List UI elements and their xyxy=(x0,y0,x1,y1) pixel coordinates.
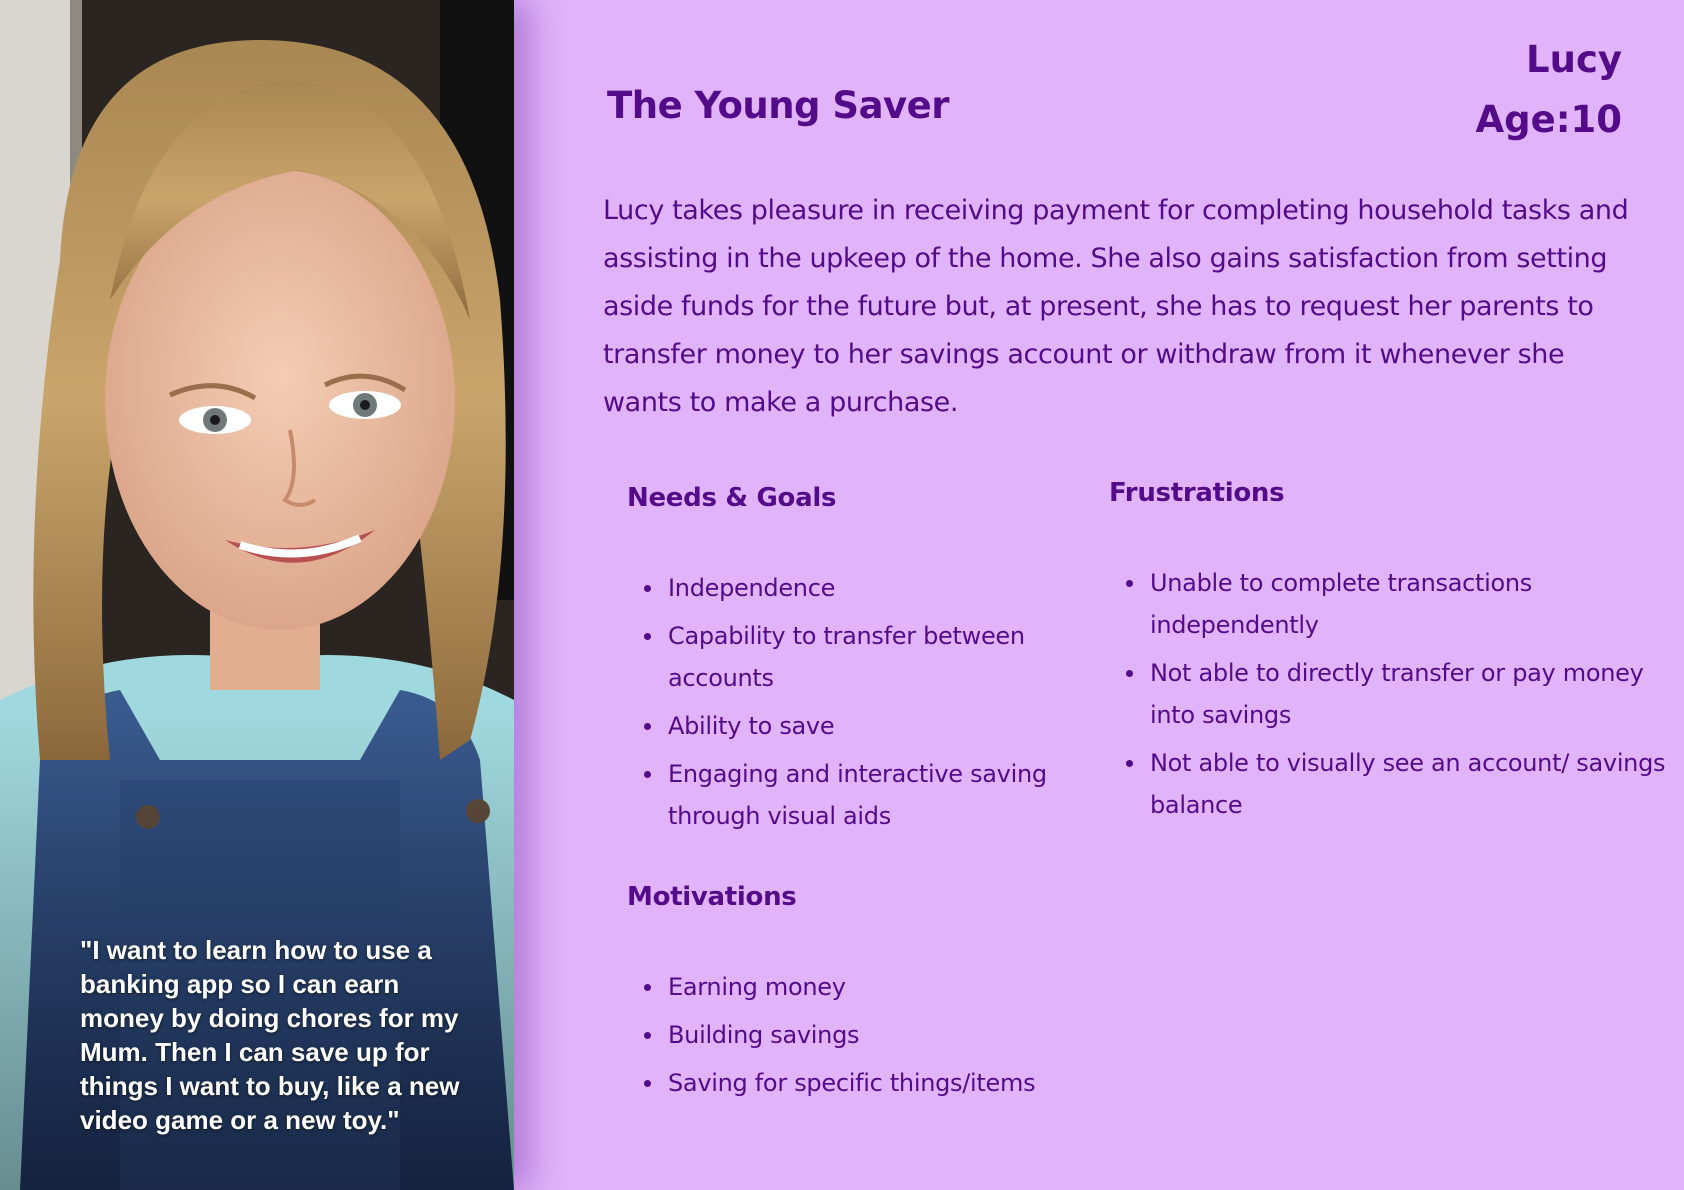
motivations-section xyxy=(627,882,1107,1110)
persona-archetype-title: The Young Saver xyxy=(607,84,949,127)
persona-quote: "I want to learn how to use a banking app so I can earn money by doing chores for my Mum. Then I can save up for things I want to buy, like a new video game or a new toy." xyxy=(80,935,460,1135)
motivations-heading: Motivations xyxy=(627,882,797,912)
list-item: Earning money xyxy=(668,966,1107,1008)
persona-photo-panel xyxy=(0,0,514,1190)
persona-content xyxy=(514,0,1684,1190)
persona-name: Lucy xyxy=(1526,38,1622,81)
list-item: Ability to save xyxy=(668,705,1107,747)
persona-bio: Lucy takes pleasure in receiving payment for completing household tasks and assisting in the upkeep of the home. She also gains satisfaction from setting aside funds for the future but, at present, she has to request her parents to transfer money to her savings account or withdraw from it whenever she wants to make a purchase. xyxy=(603,195,1629,418)
needs-goals-list xyxy=(627,567,1107,837)
list-item: Saving for specific things/items xyxy=(668,1062,1107,1104)
list-item: Unable to complete transactions independently xyxy=(1150,562,1669,646)
persona-age xyxy=(1475,90,1622,150)
persona-age-label: Age: xyxy=(1475,98,1571,141)
list-item: Not able to directly transfer or pay money into savings xyxy=(1150,652,1669,736)
motivations-list xyxy=(627,966,1107,1104)
needs-goals-heading: Needs & Goals xyxy=(627,483,837,513)
frustrations-section xyxy=(1109,478,1669,832)
frustrations-heading: Frustrations xyxy=(1109,478,1285,508)
persona-age-value: 10 xyxy=(1570,98,1622,141)
list-item: Engaging and interactive saving through visual aids xyxy=(668,753,1107,837)
list-item: Not able to visually see an account/ savings balance xyxy=(1150,742,1669,826)
list-item: Independence xyxy=(668,567,1107,609)
persona-identity xyxy=(1475,30,1622,150)
needs-goals-section xyxy=(627,483,1107,843)
list-item: Building savings xyxy=(668,1014,1107,1056)
frustrations-list xyxy=(1109,562,1669,826)
list-item: Capability to transfer between accounts xyxy=(668,615,1107,699)
